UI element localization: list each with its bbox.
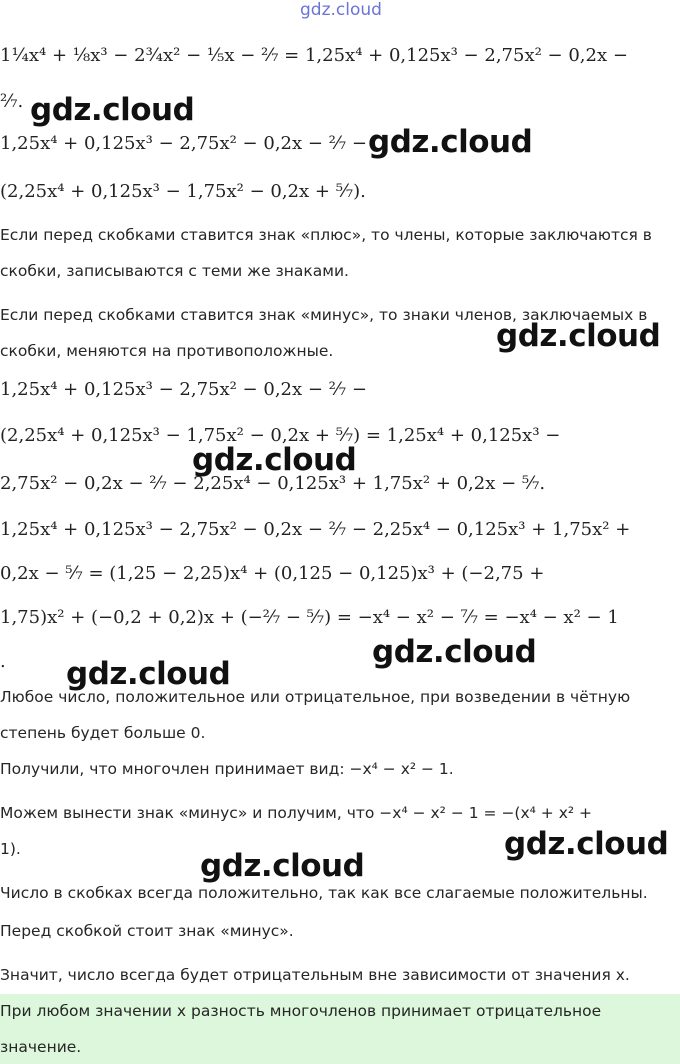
watermark: gdz.cloud: [66, 656, 231, 692]
math-line-5: 1,25x⁴ + 0,125x³ − 2,75x² − 0,2x − ²⁄₇ −: [0, 379, 367, 400]
factor-minus-line-2: 1).: [0, 840, 21, 858]
watermark: gdz.cloud: [496, 318, 661, 354]
minus-rule-line-1: Если перед скобками ставится знак «минус», то знаки членов, заключаемых в: [0, 306, 648, 324]
math-line-8: 1,25x⁴ + 0,125x³ − 2,75x² − 0,2x − ²⁄₇ − 2,25x⁴ − 0,125x³ + 1,75x² +: [0, 519, 631, 540]
answer-line-1: При любом значении x разность многочленов принимает отрицательное: [0, 1002, 602, 1020]
factor-minus-line-1: Можем вынести знак «минус» и получим, что −x⁴ − x² − 1 = −(x⁴ + x² +: [0, 804, 593, 822]
answer-highlight: [0, 994, 680, 1064]
watermark: gdz.cloud: [192, 442, 357, 478]
watermark: gdz.cloud: [368, 124, 533, 160]
plus-rule-line-2: скобки, записываются с теми же знаками.: [0, 262, 349, 280]
watermark: gdz.cloud: [372, 634, 537, 670]
math-line-11: .: [0, 651, 6, 672]
plus-rule-line-1: Если перед скобками ставится знак «плюс», то члены, которые заключаются в: [0, 226, 652, 244]
minus-before-line: Перед скобкой стоит знак «минус».: [0, 922, 294, 940]
site-link[interactable]: gdz.cloud: [300, 0, 382, 20]
minus-rule-line-2: скобки, меняются на противоположные.: [0, 342, 334, 360]
math-line-9: 0,2x − ⁵⁄₇ = (1,25 − 2,25)x⁴ + (0,125 − 0,125)x³ + (−2,75 +: [0, 563, 545, 584]
math-line-7: 2,75x² − 0,2x − ²⁄₇ − 2,25x⁴ − 0,125x³ + 1,75x² + 0,2x − ⁵⁄₇.: [0, 473, 546, 494]
conclusion-line: Значит, число всегда будет отрицательным вне зависимости от значения x.: [0, 966, 630, 984]
answer-line-2: значение.: [0, 1038, 82, 1056]
math-line-10: 1,75)x² + (−0,2 + 0,2)x + (−²⁄₇ − ⁵⁄₇) = −x⁴ − x² − ⁷⁄₇ = −x⁴ − x² − 1: [0, 607, 619, 628]
math-line-1: 1¹⁄₄x⁴ + ¹⁄₈x³ − 2³⁄₄x² − ¹⁄₅x − ²⁄₇ = 1,25x⁴ + 0,125x³ − 2,75x² − 0,2x −: [0, 45, 628, 66]
even-power-line-2: степень будет больше 0.: [0, 724, 206, 742]
math-line-3: 1,25x⁴ + 0,125x³ − 2,75x² − 0,2x − ²⁄₇ −: [0, 133, 367, 154]
result-form-line: Получили, что многочлен принимает вид: −x⁴ − x² − 1.: [0, 760, 454, 778]
watermark: gdz.cloud: [504, 826, 669, 862]
watermark: gdz.cloud: [30, 92, 195, 128]
even-power-line-1: Любое число, положительное или отрицательное, при возведении в чётную: [0, 688, 631, 706]
watermark: gdz.cloud: [200, 848, 365, 884]
math-line-2: ²⁄₇.: [0, 91, 24, 112]
math-line-4: (2,25x⁴ + 0,125x³ − 1,75x² − 0,2x + ⁵⁄₇).: [0, 181, 366, 202]
math-line-6: (2,25x⁴ + 0,125x³ − 1,75x² − 0,2x + ⁵⁄₇) = 1,25x⁴ + 0,125x³ −: [0, 425, 561, 446]
positive-brackets-line: Число в скобках всегда положительно, так как все слагаемые положительны.: [0, 884, 648, 902]
